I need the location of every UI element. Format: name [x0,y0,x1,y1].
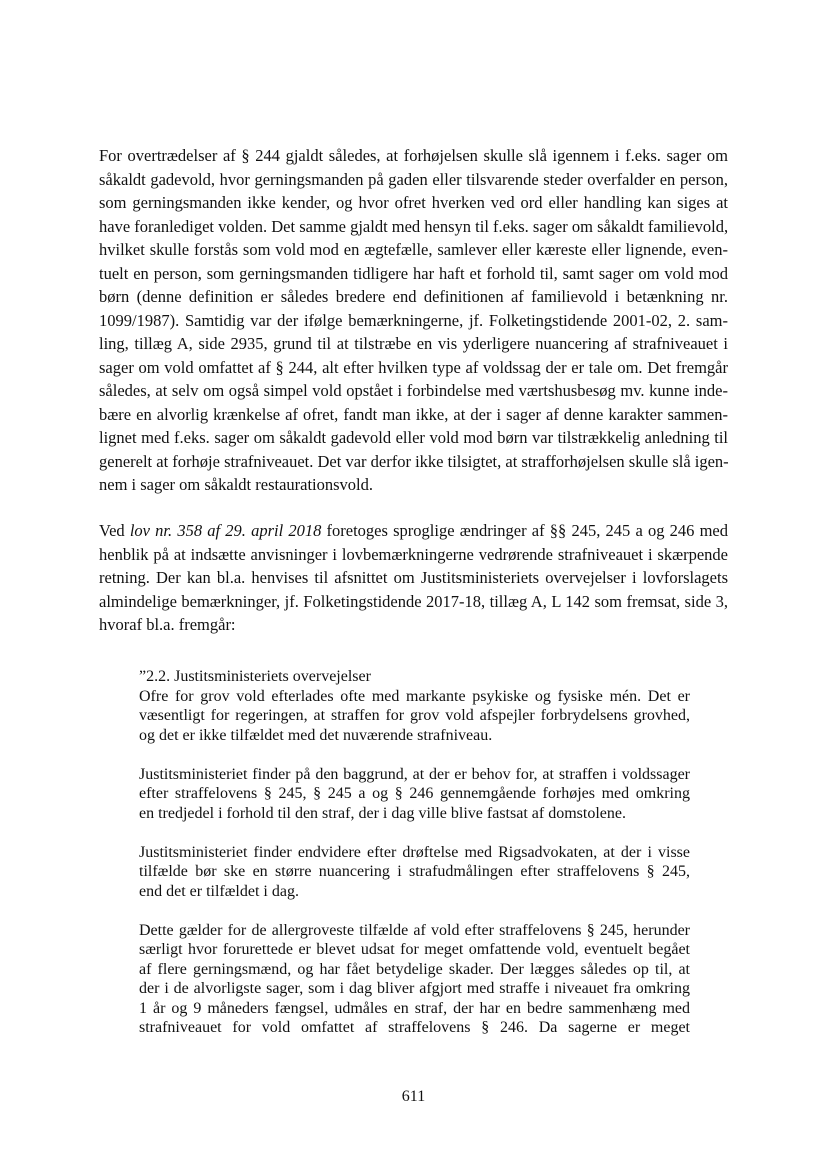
quote-line: der i de alvorligste sager, som i dag bliver afgjort med straffe i niveauet fra omkring [139,980,690,997]
paragraph-1-line: bære en alvorlig krænkelse af ofret, fandt man ikke, at der i sager af denne karakter sammen- [99,404,728,424]
quote-line: strafniveauet for vold omfattet af straffelovens § 246. Da sagerne er meget [139,1019,690,1036]
paragraph-2-line: henblik på at indsætte anvisninger i lovbemærkningerne vedrørende strafniveauet i skærpende [99,544,728,564]
quote-line: Justitsministeriet finder på den baggrund, at der er behov for, at straffen i voldssager [139,765,690,783]
paragraph-1-line: såkaldt gadevold, hvor gerningsmanden på gaden eller tilsvarende steder overfalder en person, [99,169,728,189]
paragraph-1-line: 1099/1987). Samtidig var der ifølge bemærkningerne, jf. Folketingstidende 2001-02, 2. sam- [99,310,728,330]
text-run: Ved [99,521,130,540]
paragraph-1-line: generelt at forhøje strafniveauet. Det var derfor ikke tilsigtet, at strafforhøjelsen skulle slå igen- [99,451,729,471]
quote-line: af flere gerningsmænd, og har fået betydelige skader. Der lægges således op til, at [139,960,690,978]
paragraph-1-line: som gerningsmanden ikke kender, og hvor ofret hverken ved ord eller handling kan siges at [99,193,728,212]
paragraph-1-line: tuelt en person, som gerningsmanden tidligere har haft et forhold til, samt sager om vold mod [99,263,728,283]
quote-line: Dette gælder for de allergroveste tilfælde af vold efter straffelovens § 245, herunder [139,921,690,939]
paragraph-1-line: For overtrædelser af § 244 gjaldt således, at forhøjelsen skulle slå igennem i f.eks. sager om [99,146,728,165]
block-quote [139,667,690,1038]
quote-gap [139,901,690,921]
quote-line: tilfælde bør ske en større nuancering i strafudmålingen efter straffelovens § 245, [139,863,690,880]
quote-gap [139,745,690,765]
quote-line: 1 år og 9 måneders fængsel, udmåles en straf, der har en bedre sammenhæng med [139,999,690,1017]
paragraph-1-line: ling, tillæg A, side 2935, grund til at tilstræbe en vis yderligere nuancering af strafniveauet i [99,334,728,353]
quote-line: en tredjedel i forhold til den straf, der i dag ville blive fastsat af domstolene. [139,804,626,822]
paragraph-2-line: hvoraf bl.a. fremgår: [99,615,236,634]
paragraph-2 [99,519,728,637]
paragraph-1 [99,144,728,497]
paragraph-1-line: nem i sager om såkaldt restaurationsvold. [99,475,374,494]
paragraph-2-line: almindelige bemærkninger, jf. Folketingstidende 2017-18, tillæg A, L 142 som fremsat, side 3, [99,591,728,611]
quote-line: end det er tilfældet i dag. [139,882,299,900]
quote-line: særligt hvor forurettede er blevet udsat for meget omfattende vold, eventuelt begået [139,941,690,958]
paragraph-2-line [99,519,728,543]
paragraph-1-line: børn (denne definition er således bredere end definitionen af familievold i betænkning nr. [99,287,728,306]
quote-gap [139,823,690,843]
page-number: 611 [401,1088,426,1105]
paragraph-1-line: have foranlediget volden. Det samme gjaldt med hensyn til f.eks. sager om såkaldt familievold, [99,216,729,236]
quote-line: væsentligt for regeringen, at straffen for grov vold afspejler forbrydelsens grovhed, [139,707,690,724]
paragraph-1-line: hvilket skulle forstås som vold mod en ægtefælle, samlever eller kæreste eller lignende, even- [99,240,728,259]
paragraph-1-line: således, at selv om også simpel vold opstået i forbindelse med værtshusbesøg mv. kunne inde- [99,381,728,400]
text-run: foretoges sproglige ændringer af §§ 245, 245 a og 246 med [321,521,728,540]
quote-line: Justitsministeriet finder endvidere efter drøftelse med Rigsadvokaten, at der i visse [139,843,690,861]
paragraph-1-line: sager om vold omfattet af § 244, alt efter hvilken type af voldssag der er tale om. Det fremgår [99,357,728,377]
quote-heading: ”2.2. Justitsministeriets overvejelser [139,668,371,685]
paragraph-1-line: lignet med f.eks. sager om såkaldt gadevold eller vold mod børn var tilstrækkelig anledning til [99,428,728,447]
law-reference: lov nr. 358 af 29. april 2018 [129,521,322,540]
paragraph-2-line: retning. Der kan bl.a. henvises til afsnittet om Justitsministeriets overvejelser i lovforslagets [99,568,728,587]
quote-line: efter straffelovens § 245, § 245 a og § 246 gennemgående forhøjes med omkring [139,785,690,802]
quote-line: og det er ikke tilfældet med det nuværende strafniveau. [139,726,493,744]
quote-line: Ofre for grov vold efterlades ofte med markante psykiske og fysiske mén. Det er [139,687,690,705]
